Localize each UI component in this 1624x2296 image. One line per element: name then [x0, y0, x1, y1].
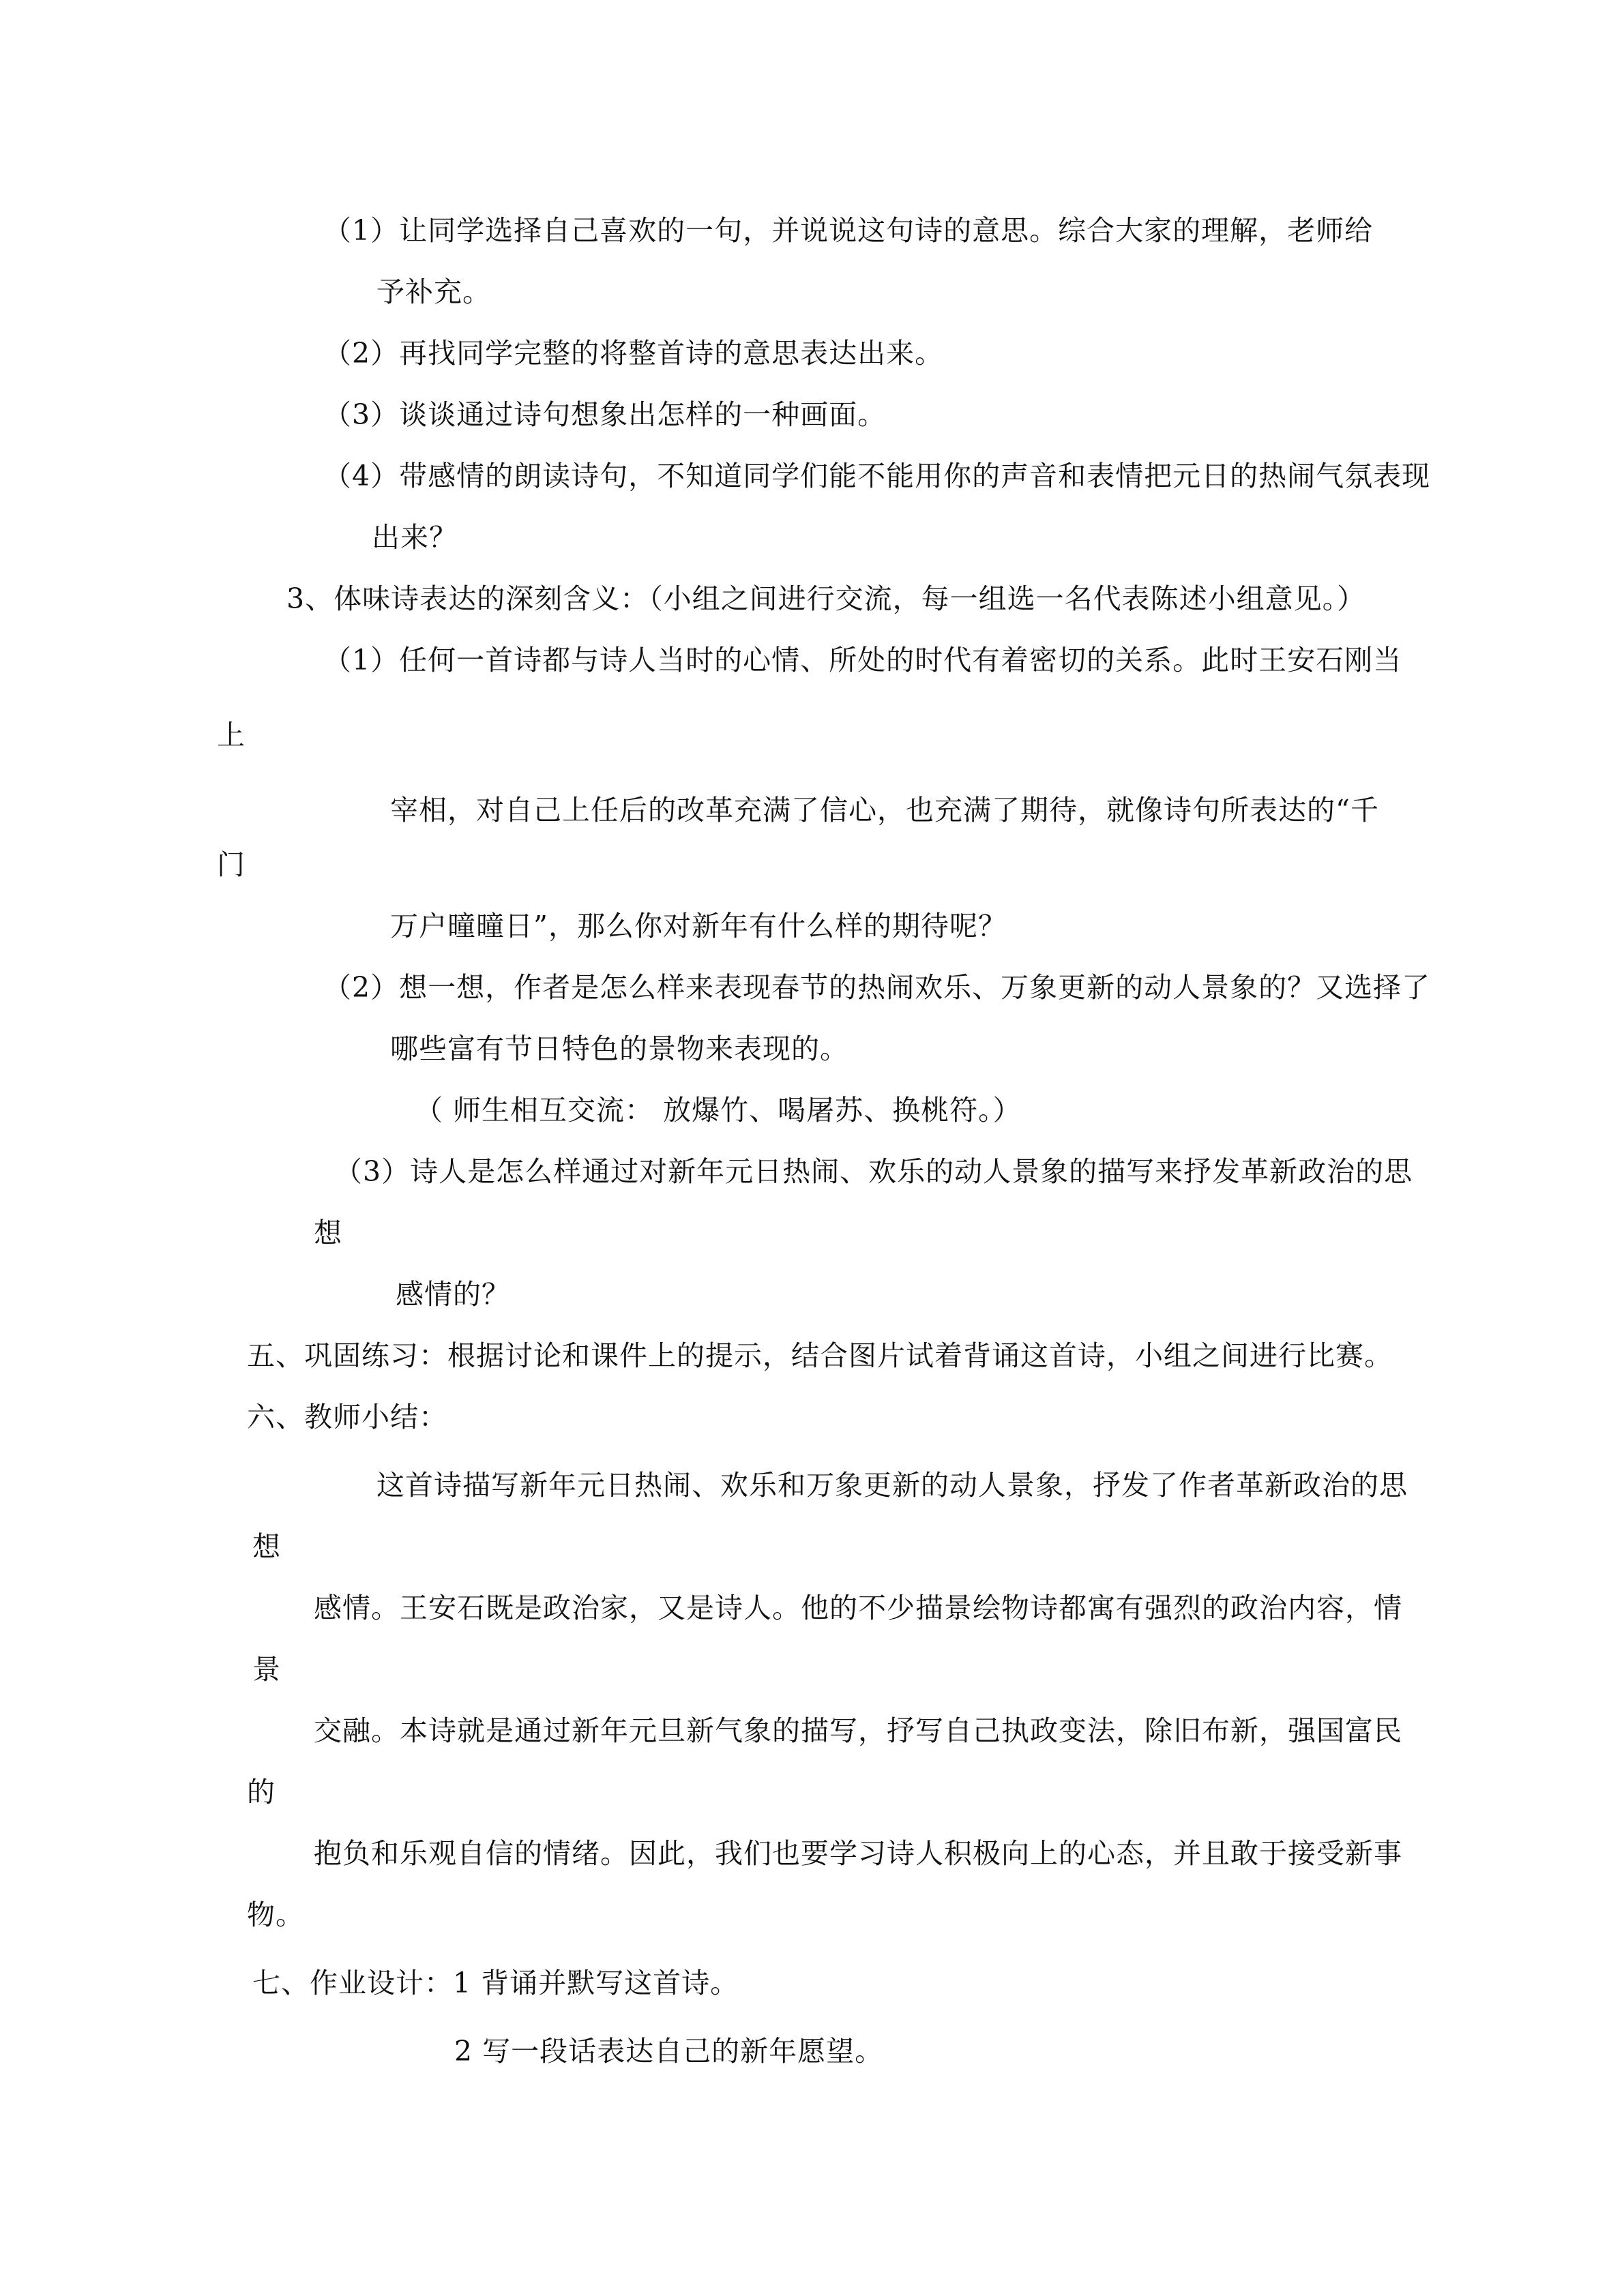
- paragraph-line: 景: [252, 1653, 281, 1686]
- paragraph-line: 哪些富有节日特色的景物来表现的。: [390, 1032, 848, 1065]
- paragraph-line: （3）谈谈通过诗句想象出怎样的一种画面。: [323, 398, 887, 431]
- paragraph-line: 想: [252, 1530, 281, 1563]
- section-heading: 六、教师小结：: [247, 1401, 447, 1433]
- paragraph-line: 这首诗描写新年元日热闹、欢乐和万象更新的动人景象，抒发了作者革新政治的思: [377, 1469, 1408, 1502]
- section-heading: 七、作业设计：1 背诵并默写这首诗。: [252, 1967, 739, 1999]
- section-heading: 五、巩固练习：根据讨论和课件上的提示，结合图片试着背诵这首诗，小组之间进行比赛。: [247, 1339, 1393, 1372]
- paragraph-line: （1）让同学选择自己喜欢的一句，并说说这句诗的意思。综合大家的理解，老师给: [323, 214, 1374, 247]
- paragraph-line: 万户曈曈日”，那么你对新年有什么样的期待呢？: [390, 910, 1007, 942]
- paragraph-line: 想: [314, 1217, 342, 1249]
- paragraph-line: （2）想一想，作者是怎么样来表现春节的热闹欢乐、万象更新的动人景象的？又选择了: [323, 971, 1431, 1004]
- section-heading: 3、体味诗表达的深刻含义：（小组之间进行交流，每一组选一名代表陈述小组意见。）: [286, 582, 1366, 615]
- paragraph-line: 门: [217, 848, 246, 881]
- paragraph-line: 交融。本诗就是通过新年元旦新气象的描写，抒写自己执政变法，除旧布新，强国富民: [314, 1714, 1402, 1747]
- paragraph-line: 予补充。: [377, 275, 491, 308]
- paragraph-line: （3）诗人是怎么样通过对新年元日热闹、欢乐的动人景象的描写来抒发革新政治的思: [334, 1155, 1413, 1188]
- paragraph-line: （1）任何一首诗都与诗人当时的心情、所处的时代有着密切的关系。此时王安石刚当: [323, 644, 1402, 676]
- paragraph-line: 宰相，对自己上任后的改革充满了信心，也充满了期待，就像诗句所表达的“千: [390, 794, 1379, 826]
- paragraph-line: 出来？: [372, 521, 458, 554]
- paragraph-line: 物。: [247, 1898, 304, 1931]
- paragraph-line: 抱负和乐观自信的情绪。因此，我们也要学习诗人积极向上的心态，并且敢于接受新事: [314, 1837, 1402, 1870]
- paragraph-line: （ 师生相互交流： 放爆竹、喝屠苏、换桃符。）: [415, 1094, 1022, 1127]
- paragraph-line: 感情的？: [396, 1278, 510, 1311]
- paragraph-line: 感情。王安石既是政治家，又是诗人。他的不少描景绘物诗都寓有强烈的政治内容，情: [314, 1592, 1402, 1624]
- paragraph-line: （4）带感情的朗读诗句，不知道同学们能不能用你的声音和表情把元日的热闹气氛表现: [323, 460, 1431, 492]
- paragraph-line: 2 写一段话表达自己的新年愿望。: [454, 2035, 884, 2068]
- paragraph-line: （2）再找同学完整的将整首诗的意思表达出来。: [323, 337, 944, 370]
- paragraph-line: 上: [217, 719, 246, 751]
- paragraph-line: 的: [247, 1776, 276, 1808]
